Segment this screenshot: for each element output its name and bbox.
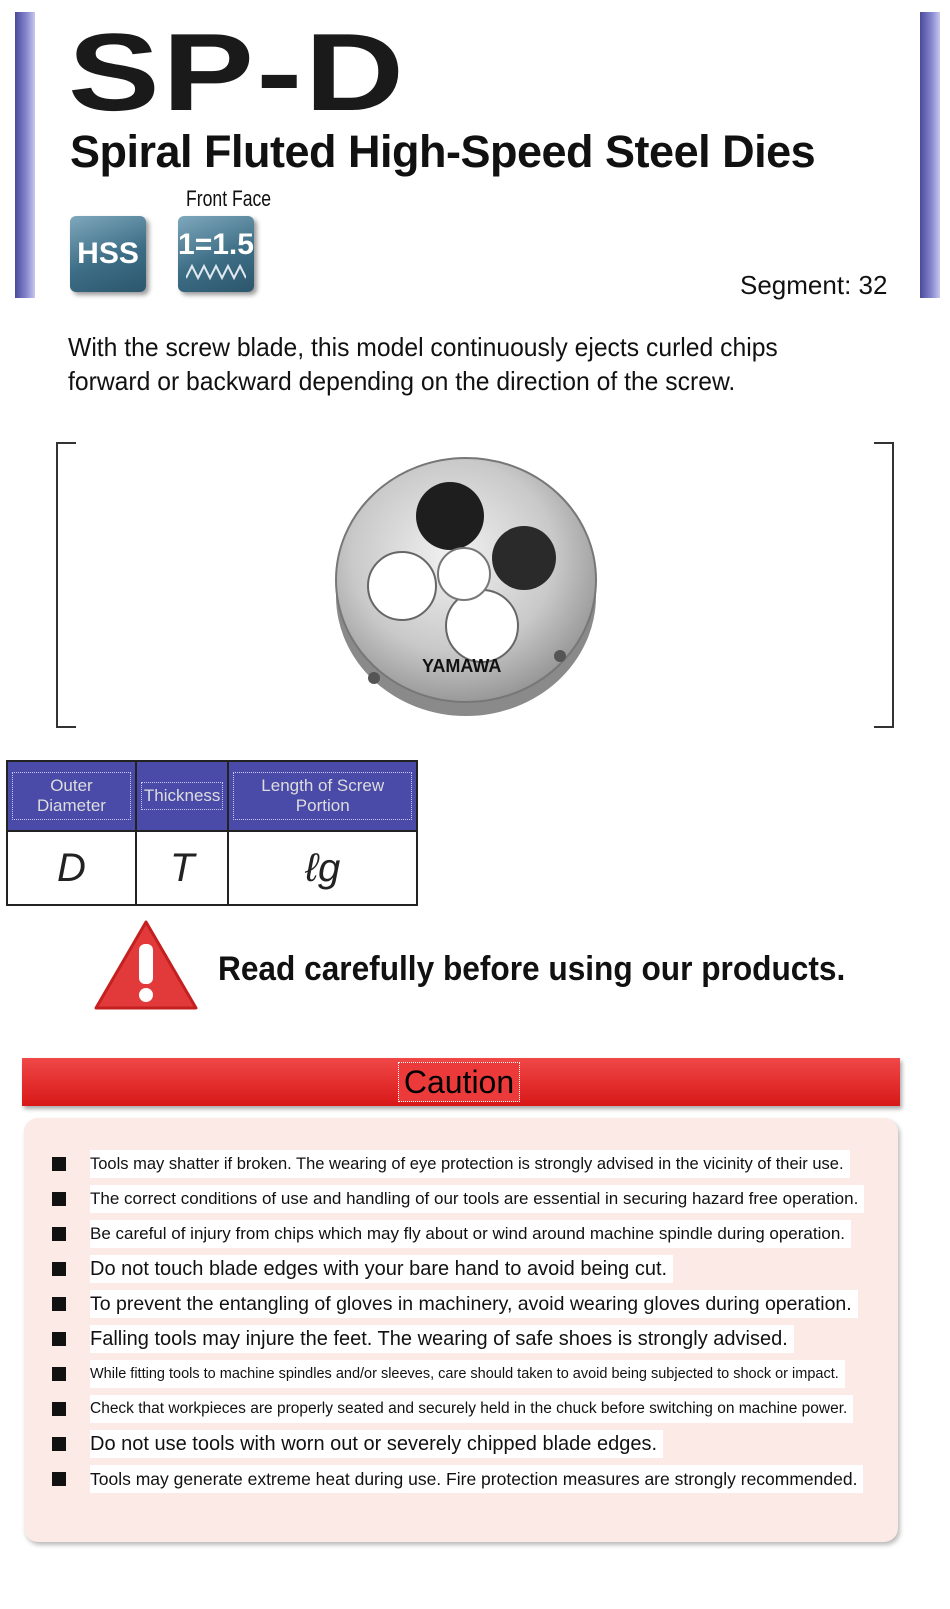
warning-triangle-icon (92, 918, 200, 1012)
bullet-square-icon (52, 1402, 66, 1416)
caution-item: Falling tools may injure the feet. The wearing of safe shoes is strongly advised. (52, 1325, 864, 1360)
bullet-square-icon (52, 1262, 66, 1276)
left-accent-bar (15, 12, 35, 298)
symbol-outer-diameter: D (7, 831, 136, 905)
product-subtitle: Spiral Fluted High-Speed Steel Dies (70, 126, 816, 177)
segment-label: Segment: 32 (740, 270, 888, 300)
right-accent-bar (920, 12, 940, 298)
hss-badge-icon (70, 216, 146, 292)
bullet-square-icon (52, 1297, 66, 1311)
front-face-label: Front Face (186, 186, 272, 211)
caution-item: The correct conditions of use and handling of our tools are essential in securing hazard free operation. (52, 1185, 864, 1220)
bullet-square-icon (52, 1332, 66, 1346)
dimensions-header-row (7, 761, 417, 831)
header-thickness: Thickness (136, 761, 229, 831)
caution-item: Do not touch blade edges with your bare hand to avoid being cut. (52, 1255, 864, 1290)
symbol-length-screw-portion: ℓg (228, 831, 417, 905)
image-bracket-left (56, 442, 76, 728)
caution-title: Caution (398, 1062, 520, 1102)
warning-text: Read carefully before using our products. (218, 950, 846, 988)
symbol-thickness: T (136, 831, 229, 905)
caution-item: To prevent the entangling of gloves in machinery, avoid wearing gloves during operation. (52, 1290, 864, 1325)
product-description: With the screw blade, this model continuously ejects curled chips forward or backward depending on the direction of the screw. (68, 332, 778, 396)
caution-item: Check that workpieces are properly seated and securely held in the chuck before switching on machine power. (52, 1395, 864, 1430)
bullet-square-icon (52, 1367, 66, 1381)
caution-item: Tools may generate extreme heat during use. Fire protection measures are strongly recommended. (52, 1465, 864, 1500)
header-length-screw-portion: Length of Screw Portion (228, 761, 417, 831)
dimensions-table (6, 760, 418, 906)
bullet-square-icon (52, 1157, 66, 1171)
bullet-square-icon (52, 1472, 66, 1486)
header-outer-diameter: Outer Diameter (7, 761, 136, 831)
caution-item: Tools may shatter if broken. The wearing of eye protection is strongly advised in the vicinity of their use. (52, 1150, 864, 1185)
caution-item: Do not use tools with worn out or severely chipped blade edges. (52, 1430, 864, 1465)
bullet-square-icon (52, 1227, 66, 1241)
thread-profile-icon (186, 262, 246, 280)
caution-item: Be careful of injury from chips which may fly about or wind around machine spindle during operation. (52, 1220, 864, 1255)
bullet-square-icon (52, 1437, 66, 1451)
hss-badge-label: HSS (77, 237, 139, 270)
caution-item: While fitting tools to machine spindles and/or sleeves, care should taken to avoid being subjected to shock or impact. (52, 1360, 864, 1395)
caution-header-bar (22, 1058, 900, 1106)
dimensions-symbol-row (7, 831, 417, 905)
front-face-badge-label: 1=1.5 (178, 228, 254, 261)
caution-panel (24, 1118, 898, 1542)
die-product-image (334, 446, 598, 718)
bullet-square-icon (52, 1192, 66, 1206)
die-brand-text: YAMAWA (422, 656, 502, 676)
front-face-badge-icon (178, 216, 254, 292)
image-bracket-right (874, 442, 894, 728)
model-title: SP-D (68, 11, 407, 134)
caution-list (52, 1150, 864, 1500)
